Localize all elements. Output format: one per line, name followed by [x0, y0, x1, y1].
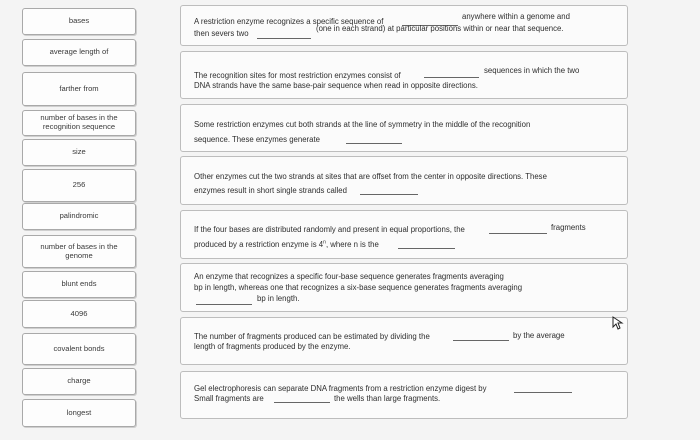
q7-blank-1[interactable]: [453, 340, 509, 341]
q5-text-b: fragments: [551, 223, 586, 232]
q2-text-c: DNA strands have the same base-pair sequence when read in opposite directions.: [194, 81, 478, 90]
q6-text-b: bp in length, whereas one that recognizes a six-base sequence generates fragments averaging: [194, 283, 523, 292]
bank-tile-covalent-bonds[interactable]: covalent bonds: [22, 333, 136, 365]
question-5: [180, 210, 628, 259]
q8-text-c: the wells than large fragments.: [334, 394, 441, 403]
bank-tile-longest[interactable]: longest: [22, 399, 136, 427]
q7-text-a: The number of fragments produced can be estimated by dividing the: [194, 332, 430, 341]
q5-blank-2[interactable]: [398, 248, 455, 249]
q4-text-b: enzymes result in short single strands called: [194, 186, 347, 195]
bank-tile-bases[interactable]: bases: [22, 8, 136, 35]
question-8: [180, 371, 628, 419]
bank-tile-256[interactable]: 256: [22, 169, 136, 202]
question-3: [180, 104, 628, 152]
bank-tile-charge[interactable]: charge: [22, 368, 136, 395]
bank-tile-average-length-of[interactable]: average length of: [22, 39, 136, 66]
q2-text-b: sequences in which the two: [484, 66, 580, 75]
q7-text-b: by the average: [513, 331, 565, 340]
bank-tile-number-of-bases-recognition[interactable]: number of bases in the recognition sequence: [22, 110, 136, 136]
q3-blank-1[interactable]: [346, 143, 402, 144]
q1-text-a: A restriction enzyme recognizes a specific sequence of: [194, 17, 384, 26]
q3-text-b: sequence. These enzymes generate: [194, 135, 320, 144]
q8-blank-2[interactable]: [274, 402, 330, 403]
q8-text-a: Gel electrophoresis can separate DNA fragments from a restriction enzyme digest by: [194, 384, 487, 393]
bank-tile-palindromic[interactable]: palindromic: [22, 203, 136, 230]
question-2: [180, 51, 628, 99]
q5-text-c: produced by a restriction enzyme is 4$^n$, where n is the: [194, 239, 379, 249]
mouse-pointer-icon: [612, 316, 624, 330]
q8-text-b: Small fragments are: [194, 394, 264, 403]
q2-blank-1[interactable]: [424, 77, 479, 78]
q1-text-d: (one in each strand) at particular positions within or near that sequence.: [316, 24, 564, 33]
q8-blank-1[interactable]: [514, 392, 572, 393]
question-1: [180, 5, 628, 46]
q7-text-c: length of fragments produced by the enzyme.: [194, 342, 351, 351]
question-6: [180, 263, 628, 312]
q6-text-c: bp in length.: [257, 294, 300, 303]
q6-blank-1[interactable]: [196, 304, 252, 305]
q5-text-a: If the four bases are distributed randomly and present in equal proportions, the: [194, 225, 465, 234]
question-4: [180, 156, 628, 205]
q4-blank-1[interactable]: [360, 194, 418, 195]
q2-text-a: The recognition sites for most restriction enzymes consist of: [194, 71, 401, 80]
bank-tile-size[interactable]: size: [22, 139, 136, 166]
question-7: [180, 317, 628, 365]
q3-text-a: Some restriction enzymes cut both strands at the line of symmetry in the middle of the recognition: [194, 120, 531, 129]
bank-tile-blunt-ends[interactable]: blunt ends: [22, 271, 136, 298]
q1-text-b: anywhere within a genome and: [462, 12, 570, 21]
bank-tile-number-of-bases-genome[interactable]: number of bases in the genome: [22, 235, 136, 268]
q1-blank-2[interactable]: [257, 38, 311, 39]
bank-tile-4096[interactable]: 4096: [22, 300, 136, 328]
q5-blank-1[interactable]: [489, 233, 547, 234]
bank-tile-farther-from[interactable]: farther from: [22, 72, 136, 106]
q6-text-a: An enzyme that recognizes a specific four-base sequence generates fragments averaging: [194, 272, 504, 281]
q4-text-a: Other enzymes cut the two strands at sites that are offset from the center in opposite directions. These: [194, 172, 547, 181]
q1-text-c: then severs two: [194, 29, 249, 38]
